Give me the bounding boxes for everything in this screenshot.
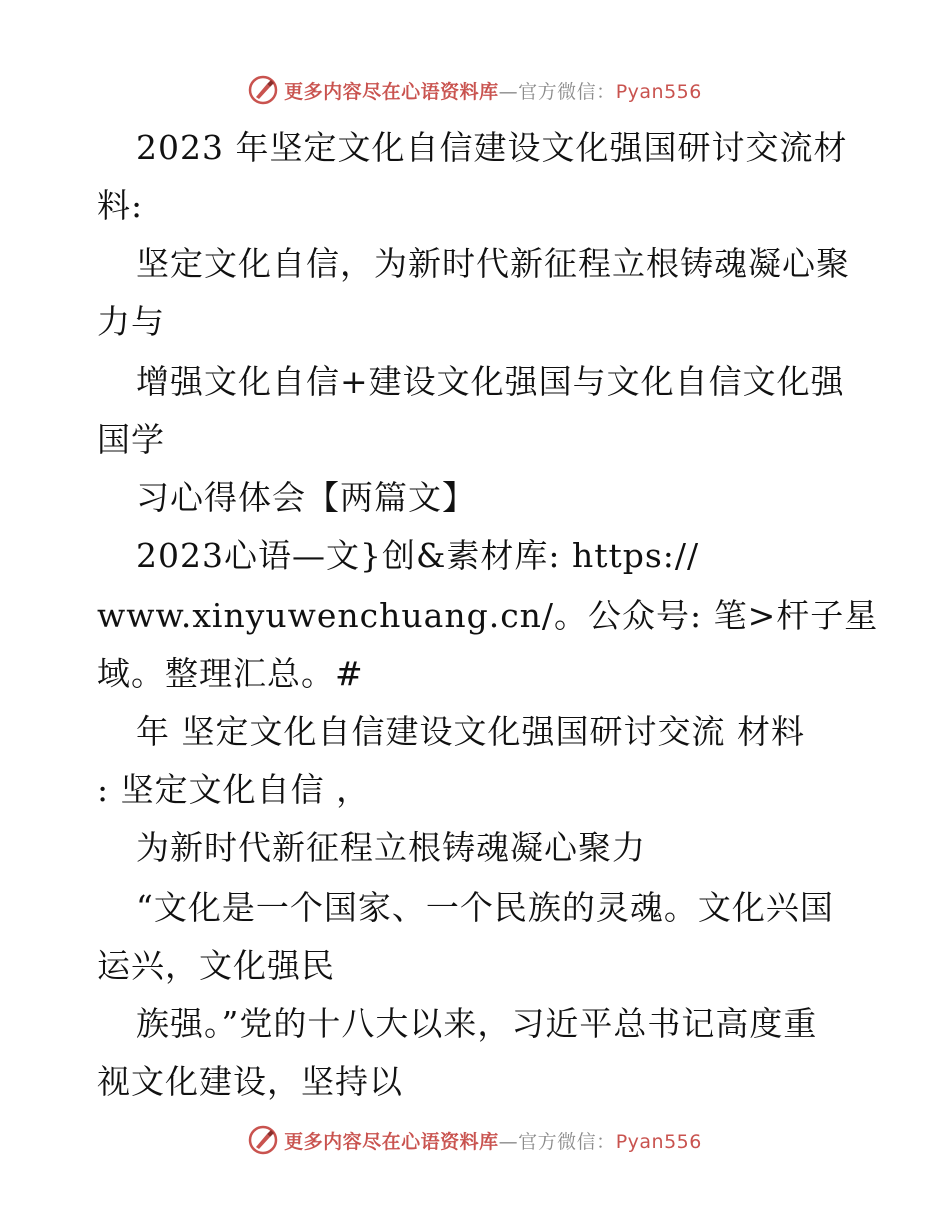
watermark-site: 更多内容尽在心语资料库: [284, 1130, 499, 1153]
watermark-separator: —: [498, 80, 519, 103]
paragraph-line: 视文化建设，坚持以: [97, 1062, 403, 1101]
paragraph-line: 料:: [97, 186, 144, 225]
paragraph-line: “文化是一个国家、一个民族的灵魂。文化兴国: [136, 888, 834, 927]
watermark-text: [284, 1127, 702, 1154]
paragraph-line: www.xinyuwenchuang.cn/。公众号: 笔>杆子星: [97, 596, 879, 635]
paragraph-line: 族强。”党的十八大以来，习近平总书记高度重: [136, 1004, 818, 1043]
watermark-site: 更多内容尽在心语资料库: [284, 80, 499, 103]
watermark-wechat-label: 官方微信：: [518, 80, 616, 103]
paragraph-line: 力与: [97, 302, 165, 341]
paragraph-line: 增强文化自信+建设文化强国与文化自信文化强: [136, 362, 845, 401]
paragraph-line: 2023 年坚定文化自信建设文化强国研讨交流材: [136, 128, 848, 167]
header-watermark: [0, 72, 950, 108]
pen-logo-icon: [248, 75, 278, 105]
watermark-wechat-label: 官方微信：: [518, 1130, 616, 1153]
paragraph-line: 为新时代新征程立根铸魂凝心聚力: [136, 828, 646, 867]
pen-logo-icon: [248, 1125, 278, 1155]
footer-watermark: [0, 1122, 950, 1158]
paragraph-line: 年 坚定文化自信建设文化强国研讨交流 材料: [136, 712, 805, 751]
paragraph-line: 习心得体会【两篇文】: [136, 478, 476, 517]
watermark-text: [284, 77, 702, 104]
watermark-separator: —: [498, 1130, 519, 1153]
watermark-wechat-id: Pyan556: [615, 1130, 702, 1153]
paragraph-line: 域。整理汇总。#: [97, 654, 364, 693]
paragraph-line: 坚定文化自信，为新时代新征程立根铸魂凝心聚: [136, 244, 850, 283]
paragraph-line: : 坚定文化自信 ，: [97, 770, 371, 809]
paragraph-line: 运兴，文化强民: [97, 946, 335, 985]
paragraph-line: 2023心语—文}创&素材库: https://: [136, 536, 700, 575]
watermark-wechat-id: Pyan556: [615, 80, 702, 103]
paragraph-line: 国学: [97, 420, 165, 459]
